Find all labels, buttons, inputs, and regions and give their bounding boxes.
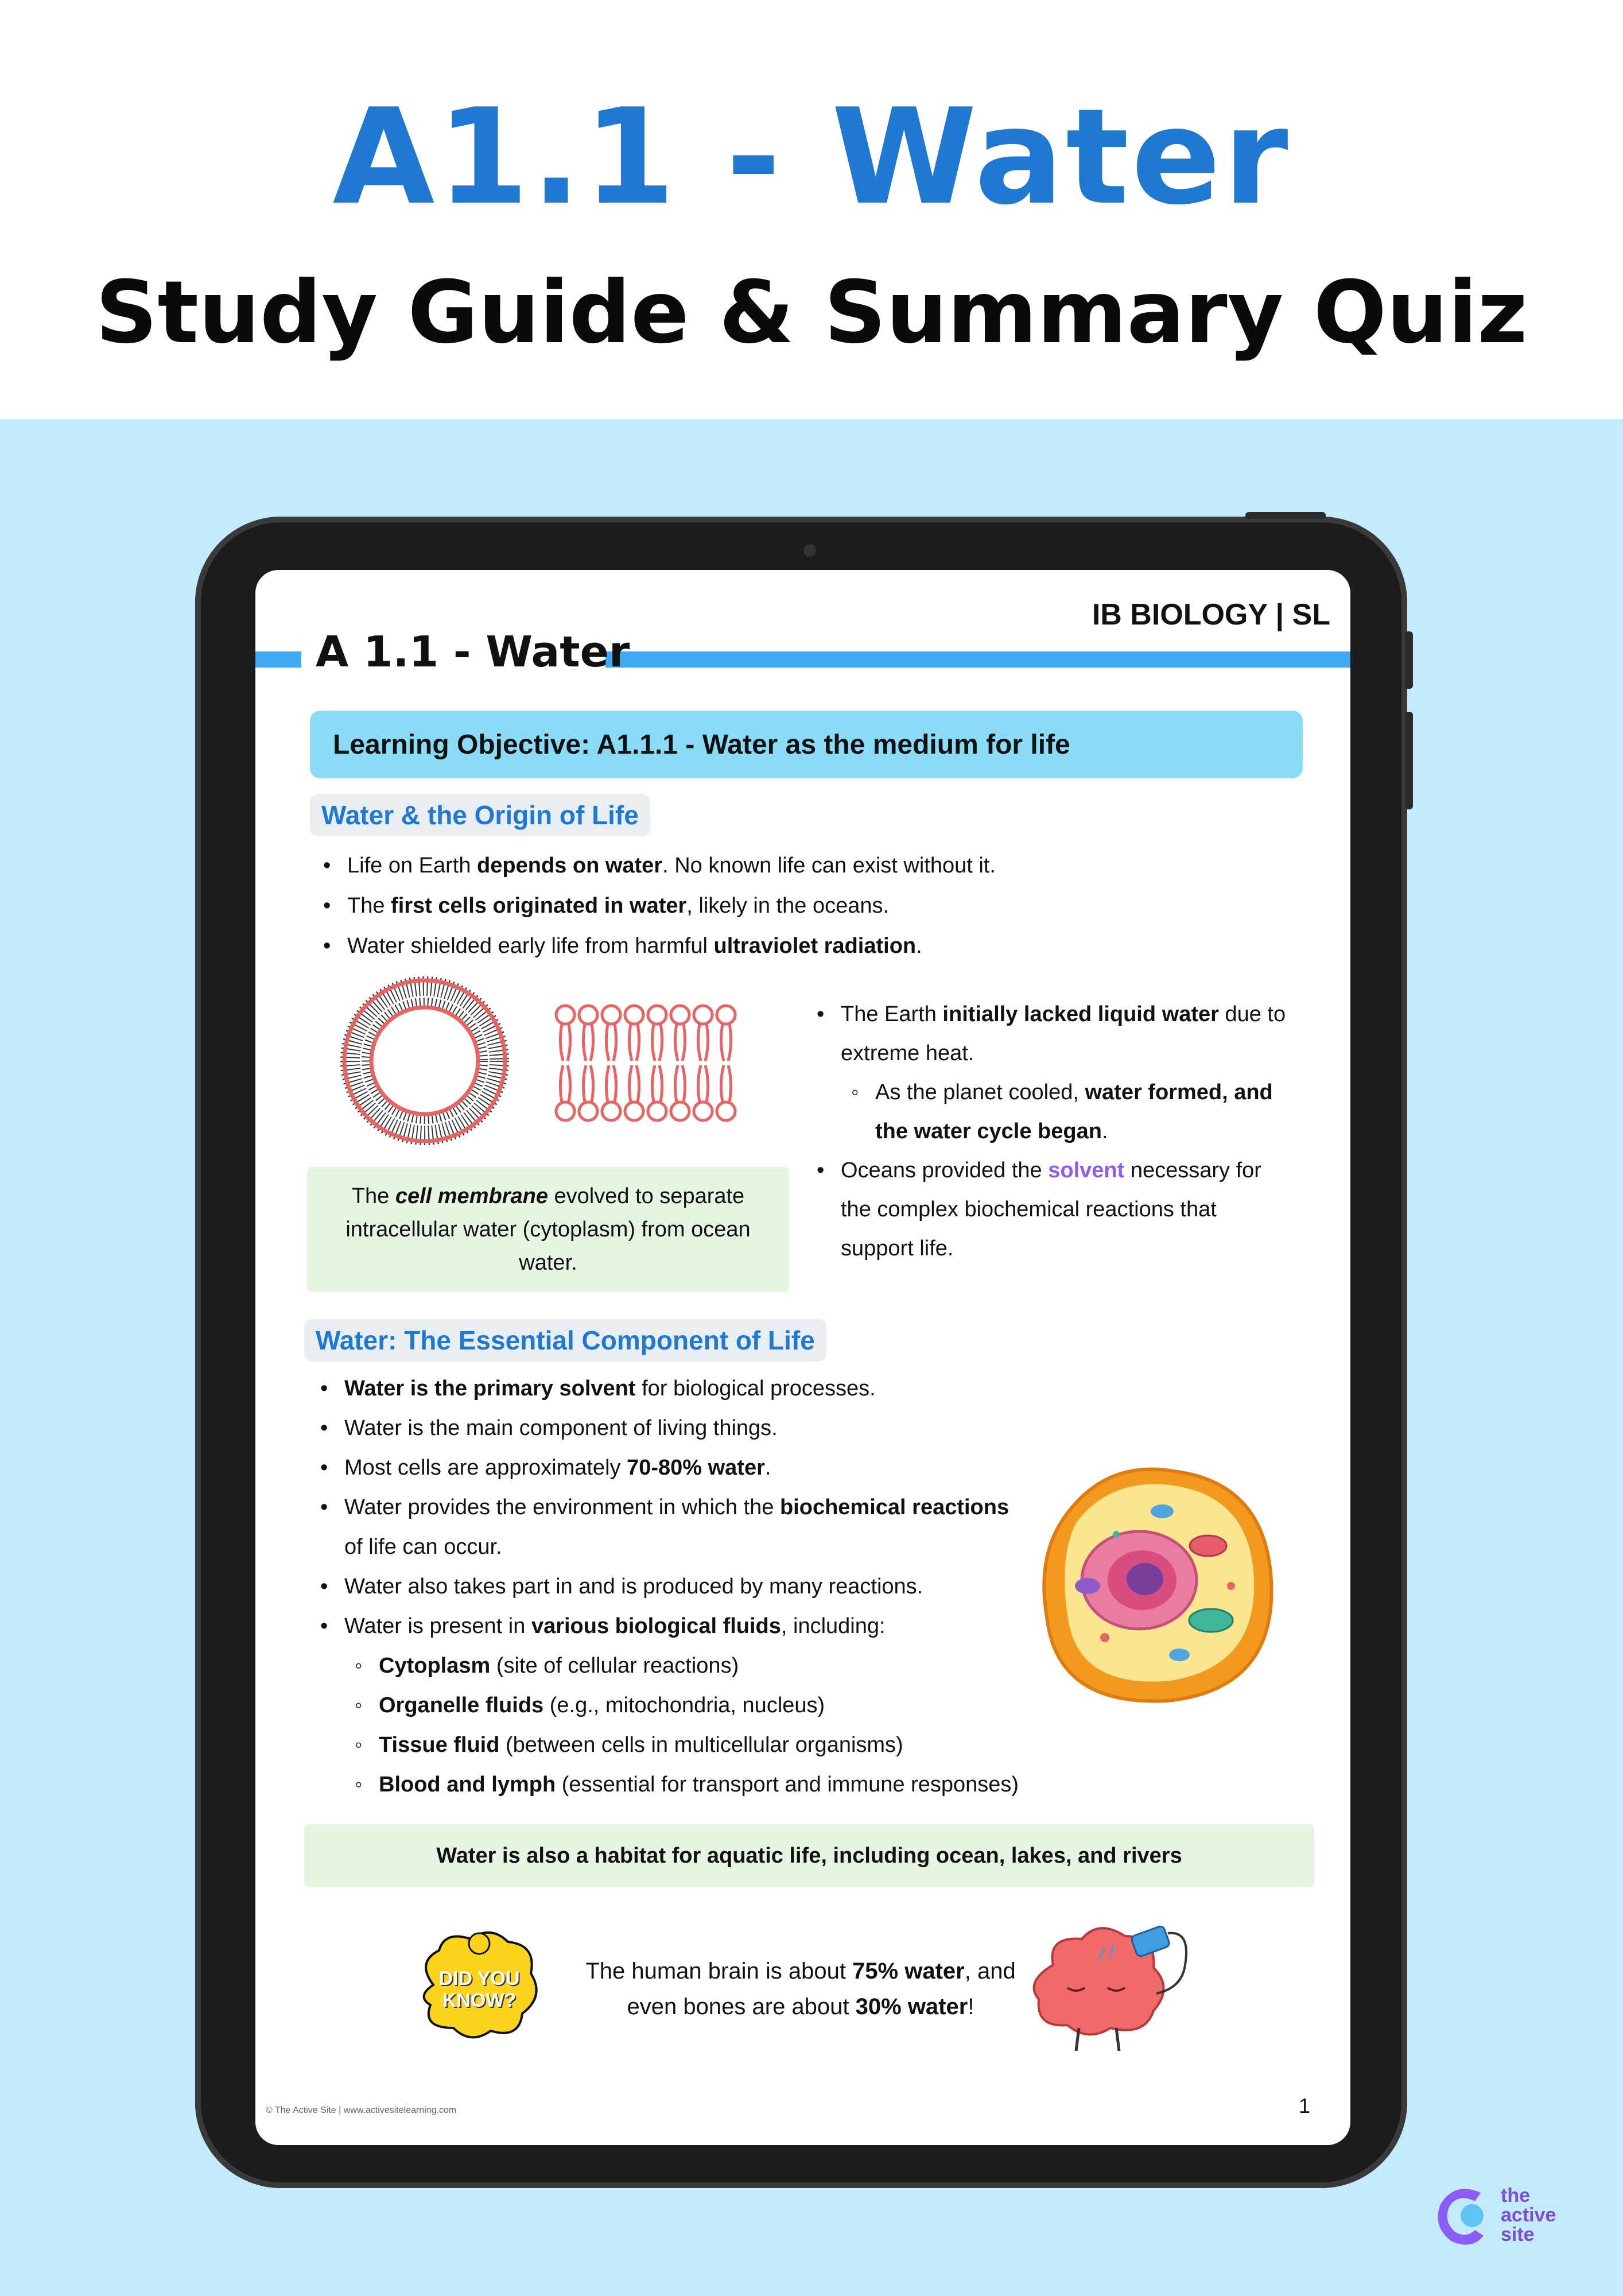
list-item: • Water shielded early life from harmful ultraviolet radiation. [313,926,996,966]
list-item-continuation: support life. [841,1236,954,1261]
membrane-note-line3: water. [519,1251,577,1275]
list-item: • Water is the primary solvent for biological processes. [310,1369,1019,1409]
origin-bullet-list [313,846,996,966]
earth-bullet-list [806,995,1286,1268]
fun-fact-line2: even bones are about 30% water! [627,1994,974,2019]
accent-bar-right [605,651,1350,668]
list-item: • Water provides the environment in which the biochemical reactions [310,1488,1019,1527]
brand-wordmark [1501,2186,1556,2244]
brand-line2: active [1501,2204,1556,2226]
animal-cell-illustration [1024,1448,1288,1718]
list-item-continuation: extreme heat. [841,1041,974,1065]
list-item: • Water is present in various biological fluids, including: [310,1607,1019,1646]
fun-fact-line1: The human brain is about 75% water, and [585,1958,1016,1984]
list-item: • Life on Earth depends on water. No known life can exist without it. [313,846,996,886]
membrane-note-line2: intracellular water (cytoplasm) from ocean [345,1217,751,1242]
tablet-side-button [1405,631,1413,689]
bilayer-illustration [554,1003,743,1124]
section-title-essential: Water: The Essential Component of Life [304,1319,826,1362]
list-item: • The first cells originated in water, likely in the oceans. [313,886,996,926]
sub-list-item: ◦ Blood and lymph (essential for transport and immune responses) [310,1765,1019,1805]
fun-fact-text [565,1953,1036,2024]
essential-bullet-list [310,1369,1019,1805]
list-item: • Most cells are approximately 70-80% water. [310,1448,1019,1488]
sub-list-item: ◦ Organelle fluids (e.g., mitochondria, nucleus) [310,1686,1019,1725]
course-label: IB BIOLOGY | SL [1092,598,1330,631]
learning-objective-banner [310,711,1303,778]
camera-icon [803,544,816,557]
sub-list-item-continuation: the water cycle began. [875,1119,1108,1143]
did-you-know-label: DID YOU KNOW? [438,1968,520,2011]
list-item: • Water is the main component of living things. [310,1409,1019,1448]
main-title: A1.1 - Water [332,81,1291,234]
sub-list-item: ◦ Tissue fluid (between cells in multicellular organisms) [310,1725,1019,1765]
section-title-origin: Water & the Origin of Life [310,794,650,836]
brand-line3: site [1501,2224,1535,2245]
vesicle-illustration [339,975,511,1147]
tablet-volume-button [1405,712,1413,809]
page-title: A 1.1 - Water [316,627,630,677]
list-item: • The Earth initially lacked liquid water due to [806,995,1286,1034]
active-site-logo-icon [1432,2181,1495,2250]
sub-list-item: ◦ As the planet cooled, water formed, and [806,1073,1286,1112]
page-number: 1 [1298,2094,1310,2117]
tablet-top-button [1245,512,1326,519]
list-item-continuation: the complex biochemical reactions that [841,1197,1217,1221]
habitat-callout: Water is also a habitat for aquatic life, including ocean, lakes, and rivers [304,1824,1314,1887]
list-item-continuation: of life can occur. [344,1535,502,1559]
list-item: • Oceans provided the solvent necessary for [806,1151,1286,1190]
accent-bar-left [255,651,301,668]
sub-list-item: ◦ Cytoplasm (site of cellular reactions) [310,1646,1019,1686]
list-item: • Water also takes part in and is produced by many reactions. [310,1567,1019,1607]
worksheet-page [255,570,1350,2145]
membrane-note-line1: The cell membrane evolved to separate [351,1184,745,1208]
brand-line1: the [1501,2185,1530,2206]
subtitle: Study Guide & Summary Quiz [95,263,1528,363]
learning-objective-text: Learning Objective: A1.1.1 - Water as the medium for life [333,730,1070,760]
membrane-note [307,1167,789,1292]
brain-watering-illustration [1013,1913,1197,2062]
footer-copyright: © The Active Site | www.activesitelearning.com [266,2105,457,2115]
